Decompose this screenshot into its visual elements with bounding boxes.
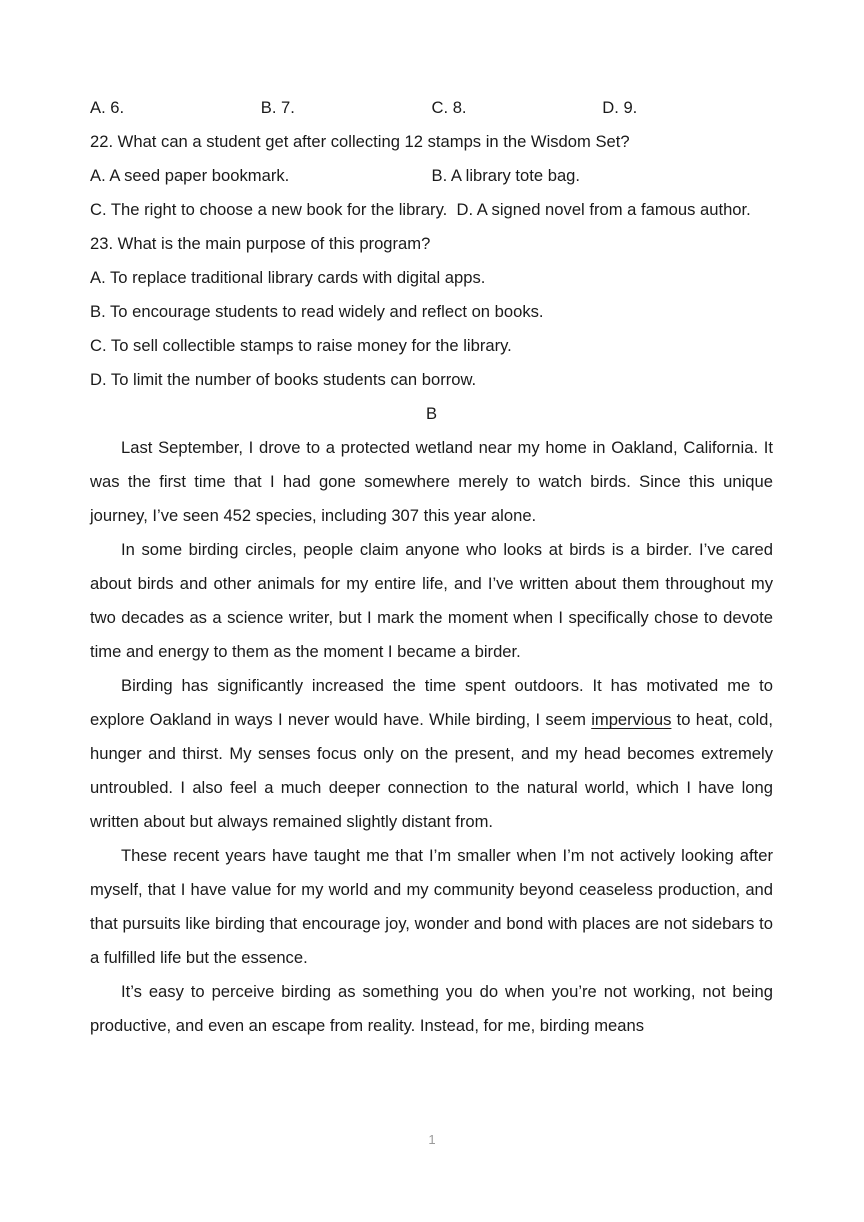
q21-option-c: C. 8. [431, 98, 467, 117]
q22-options-ab [90, 159, 773, 193]
q21-option-d: D. 9. [602, 98, 638, 117]
passage-paragraph-4: These recent years have taught me that I’m smaller when I’m not actively looking after myself, that I have value for my world and my community beyond ceaseless production, and that pursuits like birding that encourage joy, wonder and bond with places are not sidebars to a fulfilled life but the essence. [90, 846, 773, 967]
q22-options-cd [90, 193, 773, 227]
page-number: 1 [428, 1132, 436, 1147]
section-label: B [425, 404, 438, 423]
passage-paragraph-1: Last September, I drove to a protected wetland near my home in Oakland, California. It was the first time that I had gone somewhere merely to watch birds. Since this unique journey, I’ve seen 452 species, including 307 this year alone. [90, 438, 773, 525]
q23-option-a: A. To replace traditional library cards with digital apps. [90, 268, 486, 287]
q23-question: 23. What is the main purpose of this program? [90, 234, 431, 253]
q22-option-c: C. The right to choose a new book for the library. [90, 200, 448, 219]
q22-option-b: B. A library tote bag. [431, 166, 581, 185]
q21-option-a: A. 6. [90, 98, 125, 117]
q21-options [90, 91, 773, 125]
paragraph-3-text-after: to heat, cold, hunger and thirst. My senses focus only on the present, and my head becomes extremely untroubled. I also feel a much deeper connection to the natural world, which I have long written about but always remained slightly distant from. [90, 710, 773, 831]
q22-option-a: A. A seed paper bookmark. [90, 166, 290, 185]
q21-option-b: B. 7. [260, 98, 295, 117]
q22-option-d: D. A signed novel from a famous author. [456, 200, 751, 219]
q23-option-c: C. To sell collectible stamps to raise money for the library. [90, 336, 512, 355]
q23-option-b: B. To encourage students to read widely and reflect on books. [90, 302, 544, 321]
page-content [90, 91, 773, 1043]
passage-paragraph-2: In some birding circles, people claim anyone who looks at birds is a birder. I’ve cared about birds and other animals for my entire life, and I’ve written about them throughout my two decades as a science writer, but I mark the moment when I specifically chose to devote time and energy to them as the moment I became a birder. [90, 540, 773, 661]
underlined-word: impervious [591, 710, 672, 729]
q23-option-d: D. To limit the number of books students can borrow. [90, 370, 477, 389]
passage-paragraph-3 [90, 669, 773, 839]
q22-question: 22. What can a student get after collecting 12 stamps in the Wisdom Set? [90, 132, 630, 151]
paragraph-3-text-before: Birding has significantly increased the time spent outdoors. It has motivated me to explore Oakland in ways I never would have. While birding, I seem [90, 676, 773, 729]
passage-paragraph-5: It’s easy to perceive birding as something you do when you’re not working, not being productive, and even an escape from reality. Instead, for me, birding means [90, 982, 773, 1035]
